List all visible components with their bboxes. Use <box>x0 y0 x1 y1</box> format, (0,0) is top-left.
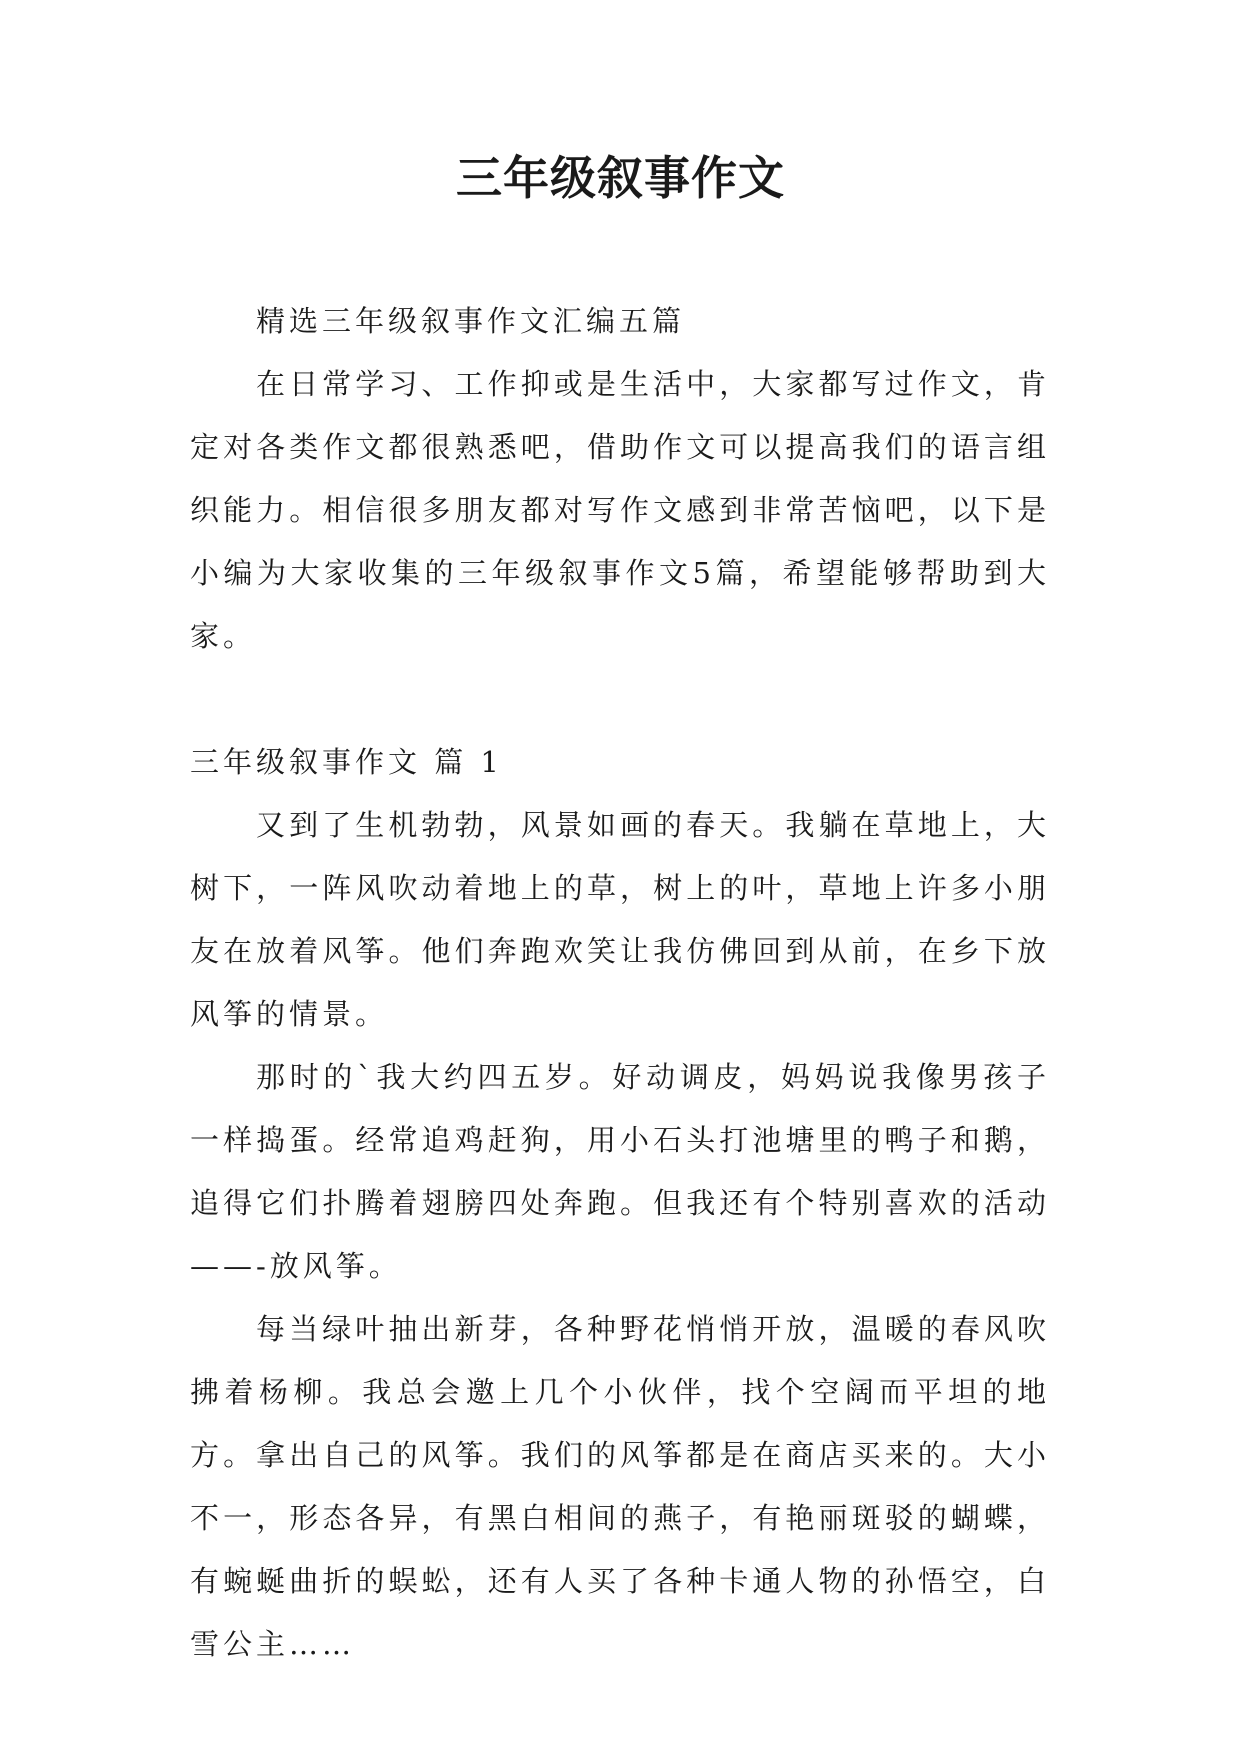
intro-paragraph: 在日常学习、工作抑或是生活中，大家都写过作文，肯定对各类作文都很熟悉吧，借助作文可以提高我们的语言组织能力。相信很多朋友都对写作文感到非常苦恼吧，以下是小编为大家收集的三年级叙事作文5篇，希望能够帮助到大家。 <box>190 367 1050 653</box>
section-paragraph-2: 那时的`我大约四五岁。好动调皮，妈妈说我像男孩子一样捣蛋。经常追鸡赶狗，用小石头打池塘里的鸭子和鹅，追得它们扑腾着翅膀四处奔跑。但我还有个特别喜欢的活动——-放风筝。 <box>190 1060 1050 1283</box>
section-paragraph-1: 又到了生机勃勃，风景如画的春天。我躺在草地上，大树下，一阵风吹动着地上的草，树上的叶，草地上许多小朋友在放着风筝。他们奔跑欢笑让我仿佛回到从前，在乡下放风筝的情景。 <box>190 808 1050 1031</box>
section-paragraph-3: 每当绿叶抽出新芽，各种野花悄悄开放，温暖的春风吹拂着杨柳。我总会邀上几个小伙伴，找个空阔而平坦的地方。拿出自己的风筝。我们的风筝都是在商店买来的。大小不一，形态各异，有黑白相间的燕子，有艳丽斑驳的蝴蝶，有蜿蜒曲折的蜈蚣，还有人买了各种卡通人物的孙悟空，白雪公主…… <box>190 1312 1050 1661</box>
document-body <box>190 290 1050 1676</box>
intro-subtitle: 精选三年级叙事作文汇编五篇 <box>256 304 686 338</box>
document-title: 三年级叙事作文 <box>456 151 785 205</box>
section-heading: 三年级叙事作文 篇 1 <box>190 745 503 779</box>
